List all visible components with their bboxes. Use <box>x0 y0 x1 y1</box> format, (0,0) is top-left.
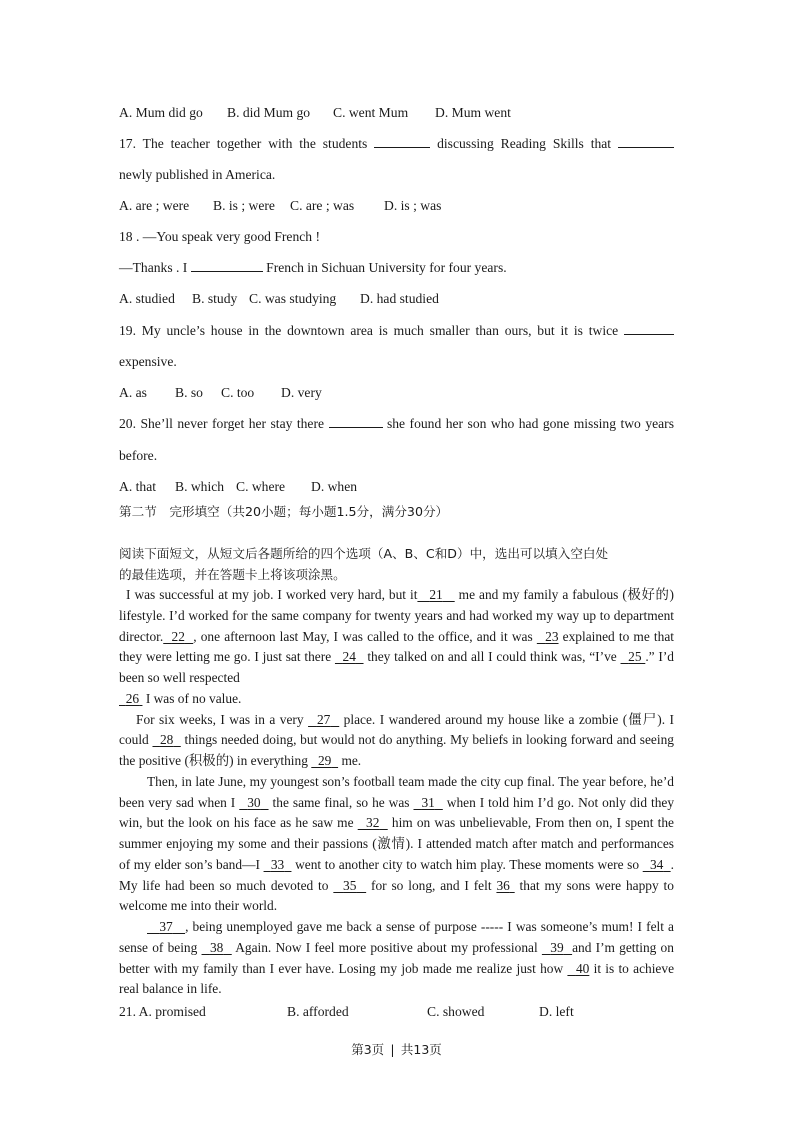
question-text: 19. My uncle’s house in the downtown area is much smaller than ours, but it is twice <box>119 323 619 338</box>
q21-options <box>119 1003 674 1020</box>
blank-number: 25 <box>628 649 642 665</box>
cloze-blank-39 <box>542 940 572 955</box>
option-b: B. is ; were <box>213 198 275 213</box>
option-a: A. as <box>119 385 147 400</box>
cloze-blank-37 <box>147 919 185 934</box>
question-text: —Thanks . I <box>119 260 188 275</box>
page-footer: 第3页 | 共13页 <box>351 1042 442 1057</box>
option-d: D. very <box>281 385 322 400</box>
option-d: D. when <box>311 479 358 494</box>
passage-paragraph-4 <box>119 917 674 1000</box>
question-18: 18 . —You speak very good French ! <box>119 229 320 244</box>
option-b: B. afforded <box>287 1004 349 1019</box>
blank-number: 36 <box>496 877 510 893</box>
passage-text: For six weeks, I was in a very <box>136 711 304 727</box>
question-text: 17. The teacher together with the students <box>119 136 368 151</box>
question-18-reply <box>119 259 674 276</box>
option-b: B. so <box>175 385 203 400</box>
question-19-continued: expensive. <box>119 354 177 369</box>
blank-number: 33 <box>270 856 285 872</box>
cloze-blank-31 <box>414 795 443 810</box>
cloze-passage <box>119 585 674 1000</box>
option-a: A. that <box>119 479 156 494</box>
passage-text: , one afternoon last May, I was called to the office, and it was <box>193 628 533 644</box>
passage-text: the same final, so he was <box>272 794 410 810</box>
blank-number: 21 <box>429 587 443 602</box>
passage-text: and I’m getting on better with my family than I ever have. Losing my job made me realize just how <box>119 939 674 976</box>
question-19 <box>119 322 674 339</box>
passage-text: Again. Now I feel more positive about my professional <box>235 939 538 955</box>
cloze-blank-22 <box>163 629 193 644</box>
passage-paragraph-1 <box>119 585 674 710</box>
question-text: discussing Reading Skills that <box>437 136 612 151</box>
cloze-blank-25 <box>621 649 646 664</box>
question-text: 20. She’ll never forget her stay there <box>119 416 325 431</box>
option-c: C. was studying <box>249 291 337 306</box>
passage-text: explained to me that they were letting me go. I just sat there <box>119 628 675 665</box>
answer-blank <box>374 135 430 148</box>
answer-blank <box>191 259 263 272</box>
option-a: A. Mum did go <box>119 105 203 120</box>
passage-text: Then, in late June, my youngest son’s football team made the city cup final. The year before, he’d been very sad when I <box>119 773 674 810</box>
blank-number: 37 <box>159 919 173 934</box>
option-d: D. had studied <box>360 291 439 306</box>
blank-number: 28 <box>159 732 174 748</box>
blank-number: 22 <box>171 628 185 644</box>
q16-options <box>119 104 674 121</box>
option-b: B. which <box>175 479 225 494</box>
question-17-continued: newly published in America. <box>119 167 276 182</box>
cloze-blank-33 <box>264 857 292 872</box>
option-a: A. are ; were <box>119 198 190 213</box>
passage-text: .” I’d been so well respected <box>119 649 675 685</box>
cloze-blank-34 <box>643 857 671 872</box>
option-a: A. studied <box>119 291 175 306</box>
option-b: B. study <box>192 291 238 306</box>
question-20-continued: before. <box>119 448 158 463</box>
question-text: French in Sichuan University for four years. <box>266 260 507 275</box>
cloze-blank-30 <box>239 795 268 810</box>
option-d: D. left <box>539 1004 574 1019</box>
cloze-blank-35 <box>333 878 366 893</box>
passage-text: him on was unbelievable, From then on, I spent the summer enjoying my some and their passions (激情). I attended match after match and performances of my elder son’s band—I <box>119 815 674 872</box>
passage-text: me and my family a fabulous (极好的) lifestyle. I’d worked for the same company for twenty years and had worked my way up to department director. <box>119 587 674 644</box>
passage-text: me. <box>341 753 362 768</box>
blank-number: 32 <box>366 815 380 831</box>
cloze-blank-24 <box>335 649 364 664</box>
passage-text: I was successful at my job. I worked very hard, but it <box>126 587 418 602</box>
cloze-blank-38 <box>202 940 232 955</box>
passage-paragraph-3 <box>119 772 674 917</box>
section-instructions-line-1: 阅读下面短文，从短文后各题所给的四个选项（A、B、C和D）中，选出可以填入空白处 <box>119 546 609 561</box>
q19-options <box>119 384 674 401</box>
blank-number: 35 <box>343 877 357 893</box>
blank-number: 27 <box>316 711 331 727</box>
question-text: she found her son who had gone missing two years <box>386 416 674 431</box>
passage-text: . My life had been so much devoted to <box>119 856 674 893</box>
cloze-blank-40 <box>567 961 589 976</box>
passage-text: that my sons were happy to welcome me into their world. <box>119 877 674 914</box>
passage-text: when I told him I’d go. Not only did they win, but the look on his face as he saw me <box>119 794 675 831</box>
blank-number: 24 <box>342 649 356 665</box>
section-instructions-line-2: 的最佳选项，并在答题卡上将该项涂黑。 <box>119 567 346 582</box>
q18-options <box>119 290 674 307</box>
section-heading: 第二节 完形填空（共20小题；每小题1.5分，满分30分） <box>119 504 449 519</box>
question-20 <box>119 415 674 432</box>
blank-number: 40 <box>575 960 590 976</box>
passage-paragraph-2 <box>119 710 674 772</box>
blank-number: 23 <box>545 628 559 644</box>
blank-number: 34 <box>649 856 664 872</box>
cloze-blank-36 <box>496 878 514 893</box>
answer-blank <box>618 135 674 148</box>
q20-options <box>119 478 674 495</box>
passage-text: , being unemployed gave me back a sense of purpose ----- I was someone’s mum! I felt a sense of being <box>119 919 675 955</box>
passage-text: they talked on and all I could think was, “I’ve <box>367 649 617 665</box>
option-d: D. Mum went <box>435 105 511 120</box>
cloze-blank-26 <box>119 691 142 706</box>
passage-text: went to another city to watch him play. These moments were so <box>295 856 640 872</box>
cloze-blank-27 <box>308 712 339 727</box>
blank-number: 30 <box>247 794 261 810</box>
option-b: B. did Mum go <box>227 105 311 120</box>
blank-number: 29 <box>317 753 332 768</box>
option-c: C. went Mum <box>333 105 409 120</box>
option-c: C. too <box>221 385 255 400</box>
option-c: C. are ; was <box>290 198 355 213</box>
option-d: D. is ; was <box>384 198 442 213</box>
passage-text: for so long, and I felt <box>371 877 492 893</box>
cloze-blank-21 <box>417 587 454 602</box>
blank-number: 26 <box>125 690 140 706</box>
question-17 <box>119 135 674 152</box>
option-c: C. where <box>236 479 286 494</box>
cloze-blank-32 <box>358 815 388 830</box>
answer-blank <box>329 415 383 428</box>
passage-text: I was of no value. <box>145 690 242 706</box>
option-a: 21. A. promised <box>119 1004 206 1019</box>
cloze-blank-23 <box>537 629 559 644</box>
cloze-blank-28 <box>152 732 180 747</box>
blank-number: 31 <box>421 794 435 810</box>
blank-number: 39 <box>550 939 564 955</box>
answer-blank <box>624 322 674 335</box>
passage-text: things needed doing, but would not do anything. My beliefs in looking forward and seeing the positive (积极的) in everything <box>119 732 674 768</box>
q17-options <box>119 197 674 214</box>
passage-text: place. I wandered around my house like a zombie (僵尸). I could <box>119 711 674 748</box>
blank-number: 38 <box>209 939 224 955</box>
option-c: C. showed <box>427 1004 485 1019</box>
passage-text: it is to achieve real balance in life. <box>119 960 675 997</box>
cloze-blank-29 <box>311 753 338 768</box>
